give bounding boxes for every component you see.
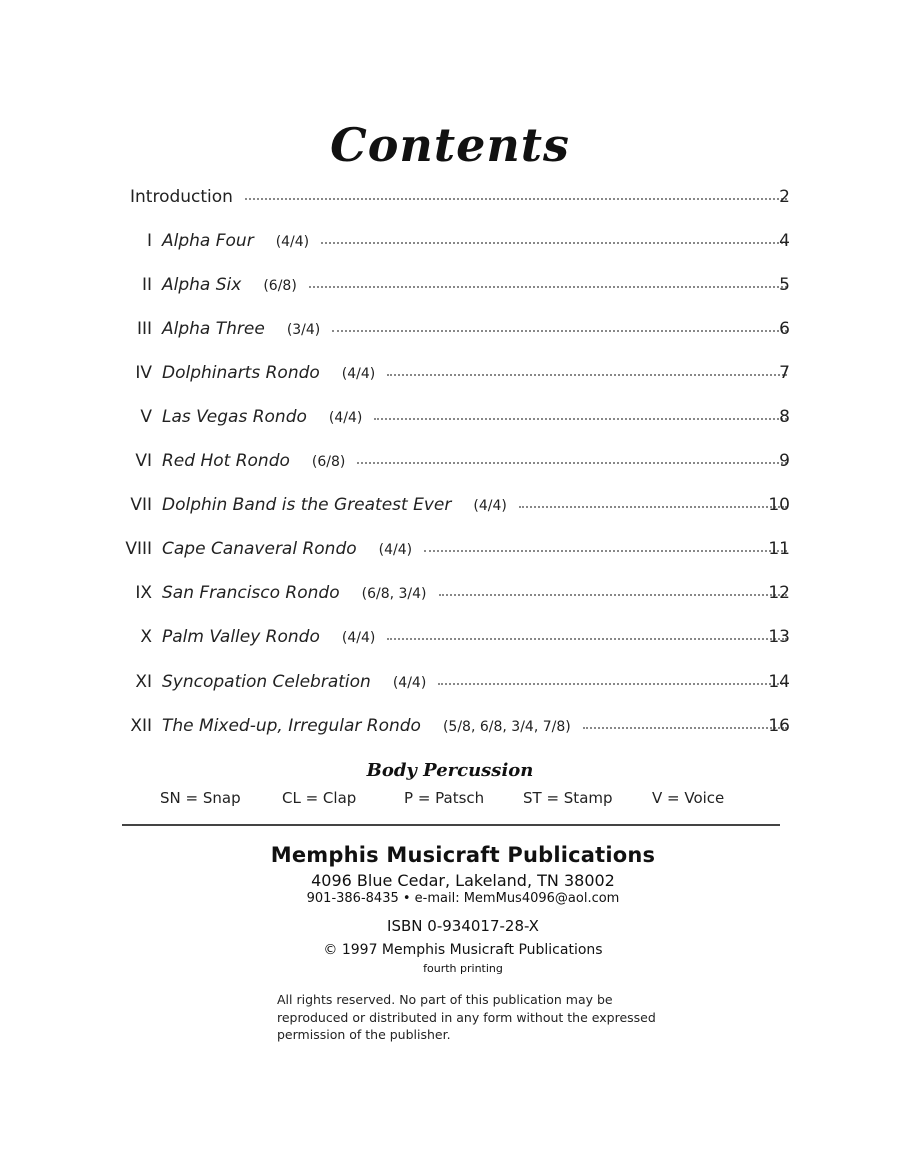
dot-leader	[374, 404, 787, 420]
body-percussion-legend	[0, 789, 900, 811]
toc-row	[0, 446, 900, 476]
dot-leader	[321, 228, 787, 244]
toc-entry	[162, 446, 795, 477]
toc-numeral: XII	[130, 716, 152, 736]
toc-entry-name: The Mixed-up, Irregular Rondo	[162, 716, 421, 736]
toc-entry	[162, 711, 795, 742]
toc-entry	[162, 622, 795, 653]
legend-item-snap: SN = Snap	[160, 789, 241, 807]
toc-entry	[162, 226, 795, 257]
publisher-address: 4096 Blue Cedar, Lakeland, TN 38002	[311, 871, 615, 890]
toc-row	[0, 711, 900, 741]
toc-entry-name: Las Vegas Rondo	[162, 407, 307, 427]
dot-leader	[424, 536, 787, 552]
toc-numeral: X	[140, 627, 152, 647]
toc-row	[0, 270, 900, 300]
toc-page-number: 16	[768, 716, 790, 736]
page-title: Contents	[330, 118, 570, 172]
toc-numeral: VI	[135, 451, 152, 471]
dot-leader	[245, 184, 787, 200]
toc-row	[0, 314, 900, 344]
toc-meter: (4/4)	[473, 498, 507, 514]
legend-item-stamp: ST = Stamp	[523, 789, 613, 807]
legend-item-clap: CL = Clap	[282, 789, 357, 807]
legend-item-voice: V = Voice	[652, 789, 725, 807]
toc-meter: (6/8, 3/4)	[361, 586, 427, 602]
toc-page-number: 12	[768, 583, 790, 603]
toc-numeral: XI	[135, 672, 152, 692]
toc-meter: (4/4)	[378, 542, 413, 558]
toc-page-number: 4	[779, 231, 790, 251]
toc-entry	[162, 358, 795, 389]
copyright: © 1997 Memphis Musicraft Publications	[323, 942, 603, 958]
toc-entry	[162, 490, 795, 521]
dot-leader	[438, 669, 787, 685]
toc-meter: (6/8)	[311, 454, 346, 470]
toc-meter: (4/4)	[328, 410, 363, 426]
toc-entry-name: Alpha Six	[162, 275, 242, 295]
toc-row	[0, 402, 900, 432]
toc-entry-name: Cape Canaveral Rondo	[162, 539, 357, 559]
isbn: ISBN 0-934017-28-X	[387, 917, 539, 935]
toc-numeral: III	[136, 319, 152, 339]
toc-entry	[162, 667, 795, 698]
toc-meter: (4/4)	[275, 234, 310, 250]
toc-meter: (3/4)	[286, 322, 321, 338]
dot-leader	[387, 624, 787, 640]
toc-numeral: II	[141, 275, 152, 295]
toc-row	[0, 578, 900, 608]
toc-entry	[162, 578, 795, 609]
toc-meter: (6/8)	[263, 278, 297, 294]
dot-leader	[439, 580, 788, 596]
toc-row	[0, 358, 900, 388]
toc-page-number: 9	[779, 451, 790, 471]
toc-numeral: IV	[135, 363, 152, 383]
toc-page-number: 2	[779, 187, 790, 207]
publisher-contact: 901-386-8435 • e-mail: MemMus4096@aol.com	[306, 891, 620, 906]
toc-numeral: IX	[135, 583, 152, 603]
toc-meter: (4/4)	[341, 630, 376, 646]
toc-entry	[162, 314, 795, 345]
toc-entry-name: Alpha Three	[162, 319, 265, 339]
toc-numeral: VIII	[125, 539, 152, 559]
toc-page-number: 14	[768, 672, 790, 692]
toc-entry	[162, 402, 795, 433]
toc-entry-name: Syncopation Celebration	[162, 672, 371, 692]
rights-notice: All rights reserved. No part of this publication may be reproduced or distributed in any form without the expressed permission of the publisher.	[277, 992, 656, 1042]
toc-entry-name: Palm Valley Rondo	[162, 627, 320, 647]
dot-leader	[357, 448, 787, 464]
toc-entry-name: San Francisco Rondo	[162, 583, 340, 603]
toc-page-number: 8	[779, 407, 790, 427]
toc-page-number: 13	[768, 627, 790, 647]
toc-entry-name: Dolphinarts Rondo	[162, 363, 320, 383]
dot-leader	[309, 272, 787, 288]
dot-leader	[387, 360, 787, 376]
toc-meter: (4/4)	[392, 675, 427, 691]
publisher-name: Memphis Musicraft Publications	[270, 843, 656, 867]
toc-entry	[162, 270, 795, 301]
toc-entry-name: Alpha Four	[162, 231, 254, 251]
toc-entry	[162, 534, 795, 565]
toc-row	[0, 667, 900, 697]
printing-note: fourth printing	[423, 962, 503, 975]
toc-page-number: 6	[779, 319, 790, 339]
toc-row	[0, 534, 900, 564]
toc-page-number: 5	[779, 275, 790, 295]
toc-entry-name: Dolphin Band is the Greatest Ever	[162, 495, 452, 515]
toc-entry-name: Introduction	[130, 187, 233, 207]
dot-leader	[332, 316, 787, 332]
toc-numeral: V	[140, 407, 152, 427]
dot-leader	[519, 492, 787, 508]
toc-page-number: 7	[779, 363, 790, 383]
body-percussion-title: Body Percussion	[366, 760, 534, 781]
toc-row	[0, 622, 900, 652]
divider	[122, 824, 780, 826]
toc-numeral: I	[146, 231, 152, 251]
toc-meter: (5/8, 6/8, 3/4, 7/8)	[442, 719, 571, 735]
toc-row	[0, 490, 900, 520]
toc-page-number: 10	[768, 495, 790, 515]
toc-entry	[130, 182, 795, 212]
toc-row	[0, 226, 900, 256]
toc-meter: (4/4)	[341, 366, 376, 382]
toc-page-number: 11	[768, 539, 790, 559]
legend-item-patsch: P = Patsch	[404, 789, 485, 807]
toc-entry-name: Red Hot Rondo	[162, 451, 290, 471]
toc-numeral: VII	[130, 495, 152, 515]
toc-row-introduction	[0, 182, 900, 212]
